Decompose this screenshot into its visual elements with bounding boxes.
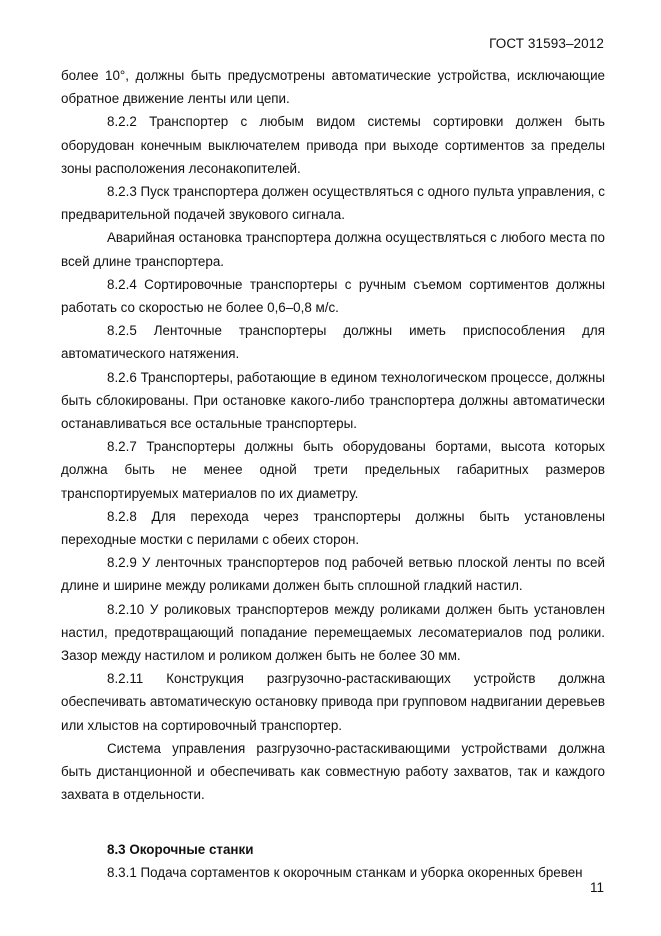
paragraph-8-2-8: 8.2.8 Для перехода через транспортеры должны быть установлены переходные мостки с перилами с обеих сторон. [61, 508, 605, 548]
document-body [61, 64, 605, 884]
paragraph-continuation: более 10°, должны быть предусмотрены автоматические устройства, исключающие обратное движение ленты или цепи. [61, 68, 605, 107]
paragraph-8-2-9: 8.2.9 У ленточных транспортеров под рабочей ветвью плоской ленты по всей длине и ширине между роликами должен быть сплошной гладкий настил. [61, 555, 605, 594]
paragraph-8-2-4: 8.2.4 Сортировочные транспортеры с ручным съемом сортиментов должны работать со скоростью не более 0,6–0,8 м/с. [61, 276, 605, 316]
paragraph-8-2-11: 8.2.11 Конструкция разгрузочно-растаскивающих устройств должна обеспечивать автоматическую остановку привода при групповом надвигании деревьев или хлыстов на сортировочный транспортер. [61, 671, 605, 733]
paragraph-8-2-5: 8.2.5 Ленточные транспортеры должны иметь приспособления для автоматического натяжения. [61, 323, 605, 362]
paragraph-8-2-10: 8.2.10 У роликовых транспортеров между роликами должен быть установлен настил, предотвращающий попадание перемещаемых лесоматериалов под ролики. Зазор между настилом и роликом должен быть не более 30 мм. [61, 601, 605, 664]
paragraph-8-2-2: 8.2.2 Транспортер с любым видом системы сортировки должен быть оборудован конечным выключателем привода при выходе сортиментов за пределы зоны расположения лесонакопителей. [61, 114, 605, 176]
paragraph-control-system: Система управления разгрузочно-растаскивающими устройствами должна быть дистанционной и обеспечивать как совместную работу захватов, так и каждого захвата в отдельности. [61, 740, 605, 803]
section-heading-8-3: 8.3 Окорочные станки [107, 841, 254, 857]
paragraph-8-2-6: 8.2.6 Транспортеры, работающие в едином технологическом процессе, должны быть сблокированы. При остановке какого-либо транспортера должны автоматически останавливаться все остальные транспортеры. [61, 369, 605, 432]
paragraph-emergency-stop: Аварийная остановка транспортера должна осуществляться с любого места по всей длине транспортера. [61, 230, 605, 269]
page-number: 11 [589, 880, 604, 895]
paragraph-8-2-3: 8.2.3 Пуск транспортера должен осуществляться с одного пульта управления, с предварительной подачей звукового сигнала. [61, 184, 605, 223]
standard-header: ГОСТ 31593–2012 [489, 36, 604, 51]
paragraph-8-3-1: 8.3.1 Подача сортаментов к окорочным станкам и уборка окоренных бревен [107, 864, 583, 880]
paragraph-8-2-7: 8.2.7 Транспортеры должны быть оборудованы бортами, высота которых должна быть не менее одной трети предельных габаритных размеров транспортируемых материалов по их диаметру. [61, 439, 605, 501]
